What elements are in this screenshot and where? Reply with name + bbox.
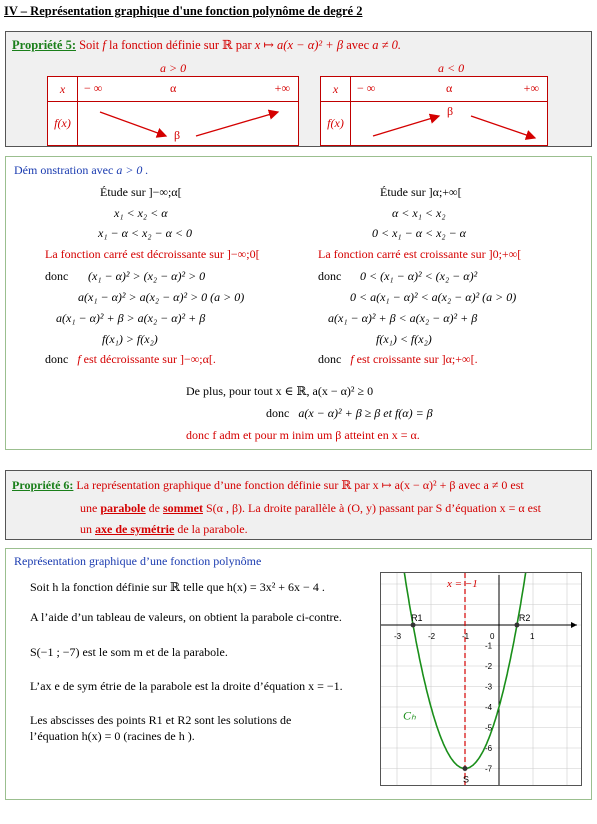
property-6-line-2: une parabole de sommet S(α , β). La droite parallèle à (O, y) passant par S d’équation x = α est — [80, 501, 541, 515]
x-tick-label: -1 — [462, 632, 470, 641]
right-line-6: f(x₁) < f(x₂) — [376, 332, 432, 346]
y-tick-label: -2 — [485, 662, 493, 671]
left-line-6: f(x₁) > f(x₂) — [102, 332, 158, 346]
property-6-line-1: Propriété 6: La représentation graphique d’une fonction définie sur ℝ par x ↦ a(x − α)² + β avec a ≠ 0 est — [12, 478, 524, 492]
example-p5a: Les abscisses des points R1 et R2 sont les solutions de — [30, 713, 292, 727]
table-right-header: a < 0 — [438, 61, 465, 75]
min-line-1: De plus, pour tout x ∈ ℝ, a(x − α)² ≥ 0 — [186, 384, 374, 398]
page-title: IV – Représentation graphique d'une fonction polynôme de degré 2 — [4, 4, 363, 18]
min-line-2: donc a(x − α)² + β ≥ β et f(α) = β — [266, 406, 433, 420]
y-tick-label: -4 — [485, 703, 493, 712]
variation-table-left: x − ∞ α +∞ f(x) β — [47, 76, 299, 146]
min-line-3: donc f adm et pour m inim um β atteint en x = α. — [186, 428, 420, 442]
x-tick-label: 0 — [490, 632, 495, 641]
r1-label: R1 — [411, 613, 423, 623]
left-line-1: x₁ < x₂ < α — [114, 206, 168, 220]
left-conclusion: donc f est décroissante sur ]−∞;α[. — [45, 352, 216, 366]
y-tick-label: -5 — [485, 723, 493, 733]
left-line-3: (x₁ − α)² > (x₂ − α)² > 0 — [88, 269, 206, 283]
table-left-header: a > 0 — [160, 61, 187, 75]
variation-table-right: x − ∞ α +∞ f(x) β — [320, 76, 548, 146]
demonstration-title: Dém onstration avec a > 0 . — [14, 163, 149, 177]
left-line-4: a(x₁ − α)² > a(x₂ − α)² > 0 (a > 0) — [78, 290, 245, 304]
right-line-5: a(x₁ − α)² + β < a(x₂ − α)² + β — [328, 311, 478, 325]
property-5-statement: Propriété 5: Soit f la fonction définie sur ℝ par x ↦ a(x − α)² + β avec a ≠ 0. — [12, 38, 401, 52]
point-r2 — [514, 623, 519, 628]
graph-canvas — [381, 573, 581, 785]
right-donc-1: donc — [318, 269, 342, 283]
y-tick-label: -7 — [485, 764, 493, 774]
property-6-line-3: un axe de symétrie de la parabole. — [80, 522, 248, 536]
r2-label: R2 — [518, 613, 531, 623]
right-line-1: α < x₁ < x₂ — [392, 206, 446, 220]
x-tick-label: -3 — [394, 632, 402, 641]
x-tick-label: 1 — [530, 632, 535, 641]
right-line-4: 0 < a(x₁ − α)² < a(x₂ − α)² (a > 0) — [350, 290, 517, 304]
example-p1: Soit h la fonction définie sur ℝ telle que h(x) = 3x² + 6x − 4 . — [30, 580, 325, 594]
example-p3: S(−1 ; −7) est le som m et de la parabole. — [30, 645, 228, 659]
right-note: La fonction carré est croissante sur ]0;+∞[ — [318, 247, 522, 261]
right-line-2: 0 < x₁ − α < x₂ − α — [372, 226, 466, 240]
left-line-2: x₁ − α < x₂ − α < 0 — [98, 226, 192, 240]
left-note: La fonction carré est décroissante sur ]−∞;0[ — [45, 247, 260, 261]
property-5-label: Propriété 5: — [12, 38, 76, 52]
right-etude: Étude sur ]α;+∞[ — [380, 185, 462, 199]
y-tick-label: -6 — [485, 744, 493, 753]
symmetry-axis-label: x = −1 — [447, 578, 478, 590]
parabola-graph — [380, 572, 582, 786]
left-etude: Étude sur ]−∞;α[ — [100, 185, 182, 199]
x-tick-label: -2 — [428, 632, 436, 641]
y-tick-label: -1 — [485, 641, 493, 651]
example-p5b: l’équation h(x) = 0 (racines de h ). — [30, 729, 195, 743]
example-p4: L’ax e de sym étrie de la parabole est la droite d’équation x = −1. — [30, 679, 343, 693]
point-r1 — [411, 623, 416, 628]
s-label: S — [463, 774, 470, 785]
right-conclusion: donc f est croissante sur ]α;+∞[. — [318, 352, 478, 366]
curve-label: Cₕ — [403, 708, 416, 723]
y-tick-label: -3 — [485, 682, 493, 692]
property-6-label: Propriété 6: — [12, 478, 74, 492]
example-title: Représentation graphique d’une fonction polynôme — [14, 554, 262, 568]
right-line-3: 0 < (x₁ − α)² < (x₂ − α)² — [360, 269, 478, 283]
left-donc-1: donc — [45, 269, 69, 283]
left-line-5: a(x₁ − α)² + β > a(x₂ − α)² + β — [56, 311, 206, 325]
x-axis-arrow-icon — [571, 622, 577, 628]
point-s — [463, 766, 468, 771]
decreasing-increasing-arrows-icon — [78, 102, 298, 146]
example-p2: A l’aide d’un tableau de valeurs, on obtient la parabole ci-contre. — [30, 610, 342, 624]
